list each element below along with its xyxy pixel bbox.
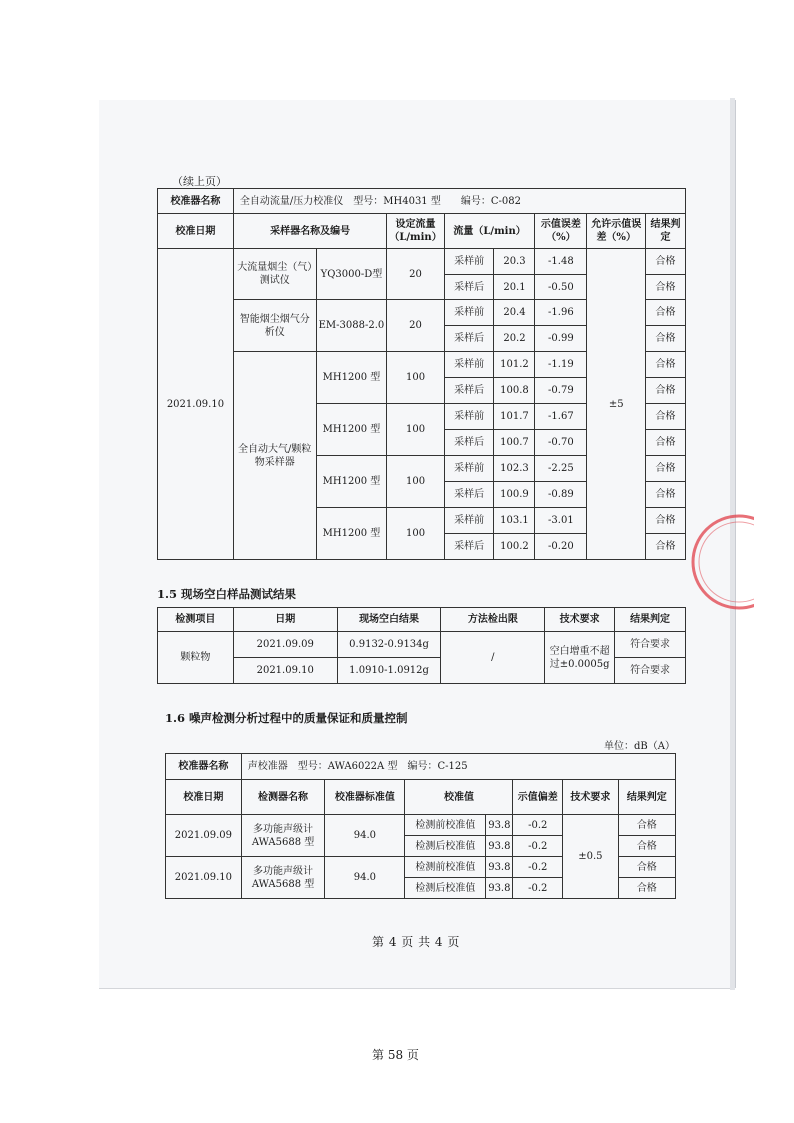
error-value: -0.20 [535, 534, 587, 560]
calibration-value: 93.8 [486, 836, 513, 857]
header-result: 结果判定 [618, 780, 675, 815]
date-value: 2021.09.09 [233, 632, 337, 658]
calibration-value: 93.8 [486, 878, 513, 899]
error-value: -3.01 [535, 508, 587, 534]
flow-when: 采样前 [444, 456, 494, 482]
header-blank: 现场空白结果 [337, 608, 441, 632]
result-value: 合格 [646, 482, 686, 508]
error-value: -1.67 [535, 404, 587, 430]
result-value: 合格 [646, 326, 686, 352]
blank-value: 1.0910-1.0912g [337, 658, 441, 684]
error-value: -1.96 [535, 300, 587, 326]
section-title: 1.5 现场空白样品测试结果 [157, 587, 297, 601]
header-sampler: 采样器名称及编号 [233, 214, 386, 249]
flow-value: 101.7 [494, 404, 535, 430]
calibration-date: 2021.09.09 [166, 815, 242, 857]
header-mdl: 方法检出限 [441, 608, 545, 632]
flow-when: 采样后 [444, 326, 494, 352]
result-value: 合格 [646, 352, 686, 378]
blank-sample-table [157, 607, 686, 684]
meter-name: 多功能声级计AWA5688 型 [241, 857, 325, 899]
requirement-value: ±0.5 [563, 815, 619, 899]
meter-name: 多功能声级计AWA5688 型 [241, 815, 325, 857]
error-value: -0.70 [535, 430, 587, 456]
result-value: 合格 [646, 508, 686, 534]
flow-when: 采样前 [444, 249, 494, 275]
seal-icon [684, 512, 754, 612]
sampler-model: MH1200 型 [316, 404, 387, 456]
deviation-value: -0.2 [513, 815, 563, 836]
header-flow: 流量（L/min） [444, 214, 535, 249]
sampler-model: YQ3000-D型 [316, 249, 387, 300]
result-value: 合格 [618, 857, 675, 878]
noise-calibration-table [165, 753, 676, 899]
calibration-value: 93.8 [486, 857, 513, 878]
error-value: -1.19 [535, 352, 587, 378]
result-value: 符合要求 [615, 632, 686, 658]
continued-label: （续上页） [172, 175, 227, 188]
header-val: 校准值 [405, 780, 513, 815]
result-value: 合格 [646, 249, 686, 275]
flow-when: 采样后 [444, 275, 494, 300]
sampler-model: MH1200 型 [316, 456, 387, 508]
header-dev: 示值偏差 [513, 780, 563, 815]
standard-value: 94.0 [325, 815, 405, 857]
header-req: 技术要求 [563, 780, 619, 815]
result-value: 合格 [646, 378, 686, 404]
flow-value: 100.8 [494, 378, 535, 404]
calibration-label: 检测前校准值 [405, 815, 486, 836]
mdl-value: / [441, 632, 545, 684]
sampler-name: 智能烟尘烟气分析仪 [233, 300, 316, 352]
section-title: 1.6 噪声检测分析过程中的质量保证和质量控制 [165, 711, 408, 725]
result-value: 合格 [646, 430, 686, 456]
sampler-model: MH1200 型 [316, 352, 387, 404]
header-set-flow: 设定流量（L/min） [387, 214, 444, 249]
flow-value: 101.2 [494, 352, 535, 378]
set-flow: 100 [387, 404, 444, 456]
requirement-value: 空白增重不超过±0.0005g [545, 632, 615, 684]
device-text: 全自动流量/压力校准仪 型号：MH4031 型 编号：C-082 [233, 189, 685, 214]
scan-footer: 第 4 页 共 4 页 [372, 935, 460, 949]
header-date: 校准日期 [166, 780, 242, 815]
unit-label: 单位：dB（A） [604, 741, 675, 752]
set-flow: 20 [387, 249, 444, 300]
calibration-table [157, 188, 686, 560]
deviation-value: -0.2 [513, 836, 563, 857]
header-result: 结果判定 [646, 214, 686, 249]
sampler-model: MH1200 型 [316, 508, 387, 560]
device-label: 校准器名称 [166, 754, 242, 780]
header-date: 日期 [233, 608, 337, 632]
flow-when: 采样后 [444, 534, 494, 560]
flow-value: 103.1 [494, 508, 535, 534]
result-value: 合格 [646, 275, 686, 300]
header-name: 检测器名称 [241, 780, 325, 815]
sampler-name: 全自动大气/颗粒物采样器 [233, 352, 316, 560]
error-value: -1.48 [535, 249, 587, 275]
header-std: 校准器标准值 [325, 780, 405, 815]
allowed-error: ±5 [587, 249, 646, 560]
error-value: -0.79 [535, 378, 587, 404]
blank-value: 0.9132-0.9134g [337, 632, 441, 658]
calibration-label: 检测后校准值 [405, 878, 486, 899]
flow-when: 采样前 [444, 508, 494, 534]
flow-when: 采样前 [444, 352, 494, 378]
flow-value: 20.3 [494, 249, 535, 275]
result-value: 合格 [646, 534, 686, 560]
error-value: -2.25 [535, 456, 587, 482]
calibration-date: 2021.09.10 [158, 249, 234, 560]
set-flow: 100 [387, 508, 444, 560]
header-result: 结果判定 [615, 608, 686, 632]
seal-stamp [684, 512, 754, 612]
header-item: 检测项目 [158, 608, 234, 632]
header-allowed: 允许示值误差（%） [587, 214, 646, 249]
flow-value: 100.9 [494, 482, 535, 508]
result-value: 合格 [618, 878, 675, 899]
result-value: 合格 [646, 404, 686, 430]
device-label: 校准器名称 [158, 189, 234, 214]
flow-value: 102.3 [494, 456, 535, 482]
header-req: 技术要求 [545, 608, 615, 632]
flow-value: 20.2 [494, 326, 535, 352]
result-value: 合格 [618, 836, 675, 857]
flow-when: 采样后 [444, 378, 494, 404]
flow-when: 采样后 [444, 482, 494, 508]
deviation-value: -0.2 [513, 878, 563, 899]
header-error: 示值误差（%） [535, 214, 587, 249]
page-number: 第 58 页 [372, 1048, 419, 1062]
set-flow: 100 [387, 456, 444, 508]
flow-value: 20.4 [494, 300, 535, 326]
error-value: -0.50 [535, 275, 587, 300]
flow-value: 100.2 [494, 534, 535, 560]
sampler-model: EM-3088-2.0 [316, 300, 387, 352]
calibration-label: 检测后校准值 [405, 836, 486, 857]
flow-when: 采样后 [444, 430, 494, 456]
error-value: -0.99 [535, 326, 587, 352]
date-value: 2021.09.10 [233, 658, 337, 684]
flow-value: 100.7 [494, 430, 535, 456]
deviation-value: -0.2 [513, 857, 563, 878]
item-value: 颗粒物 [158, 632, 234, 684]
standard-value: 94.0 [325, 857, 405, 899]
calibration-date: 2021.09.10 [166, 857, 242, 899]
set-flow: 20 [387, 300, 444, 352]
calibration-value: 93.8 [486, 815, 513, 836]
device-text: 声校准器 型号：AWA6022A 型 编号：C-125 [241, 754, 675, 780]
sampler-name: 大流量烟尘（气）测试仪 [233, 249, 316, 300]
calibration-label: 检测前校准值 [405, 857, 486, 878]
flow-when: 采样前 [444, 300, 494, 326]
result-value: 符合要求 [615, 658, 686, 684]
error-value: -0.89 [535, 482, 587, 508]
set-flow: 100 [387, 352, 444, 404]
result-value: 合格 [618, 815, 675, 836]
header-date: 校准日期 [158, 214, 234, 249]
result-value: 合格 [646, 300, 686, 326]
result-value: 合格 [646, 456, 686, 482]
flow-value: 20.1 [494, 275, 535, 300]
flow-when: 采样前 [444, 404, 494, 430]
